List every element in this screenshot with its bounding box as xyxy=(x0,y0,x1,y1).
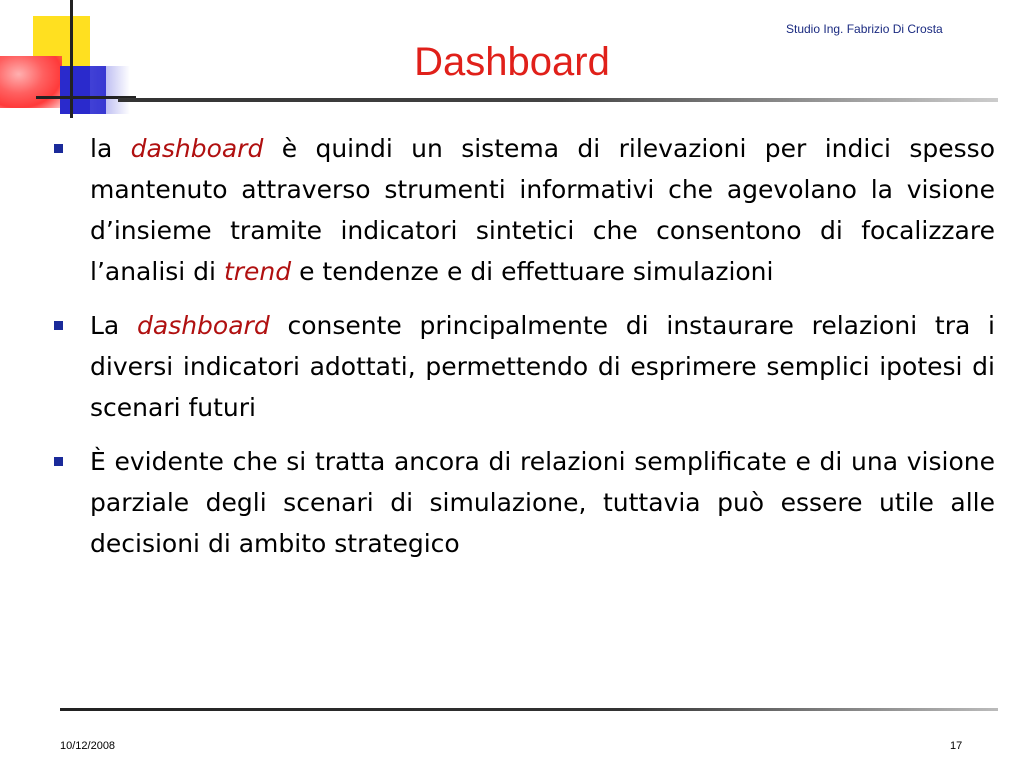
slide-title: Dashboard xyxy=(414,40,610,84)
footer-date: 10/12/2008 xyxy=(60,740,116,752)
bullet-text: è quindi un sistema di rilevazioni per indici spesso mantenuto attraverso strumenti informativi che agevolano la visione d’insieme tramite indicatori sintetici che consentono di focalizzare l’analisi di xyxy=(90,134,995,286)
bullet-item xyxy=(50,128,995,292)
bullet-text: e tendenze e di effettuare simulazioni xyxy=(291,257,774,286)
emphasis-text: dashboard xyxy=(130,134,264,163)
bullet-square-icon xyxy=(54,144,63,153)
bullet-item xyxy=(50,305,995,428)
footer-divider xyxy=(60,708,998,711)
bullet-text: la xyxy=(90,134,131,163)
slide-body xyxy=(50,128,995,577)
bullet-text: La xyxy=(90,311,137,340)
bullet-item xyxy=(50,441,995,564)
emphasis-text: trend xyxy=(223,257,292,286)
bullet-square-icon xyxy=(54,321,63,330)
author-label: Studio Ing. Fabrizio Di Crosta xyxy=(786,22,943,36)
bullet-text: È evidente che si tratta ancora di relazioni semplificate e di una visione parziale degli scenari di simulazione, tuttavia può essere utile alle decisioni di ambito strategico xyxy=(90,447,995,558)
emphasis-text: dashboard xyxy=(137,311,270,340)
bullet-square-icon xyxy=(54,457,63,466)
page-number: 17 xyxy=(950,740,963,752)
title-divider xyxy=(118,98,998,102)
bullet-text: consente principalmente di instaurare relazioni tra i diversi indicatori adottati, permettendo di esprimere semplici ipotesi di scenari futuri xyxy=(90,311,995,422)
